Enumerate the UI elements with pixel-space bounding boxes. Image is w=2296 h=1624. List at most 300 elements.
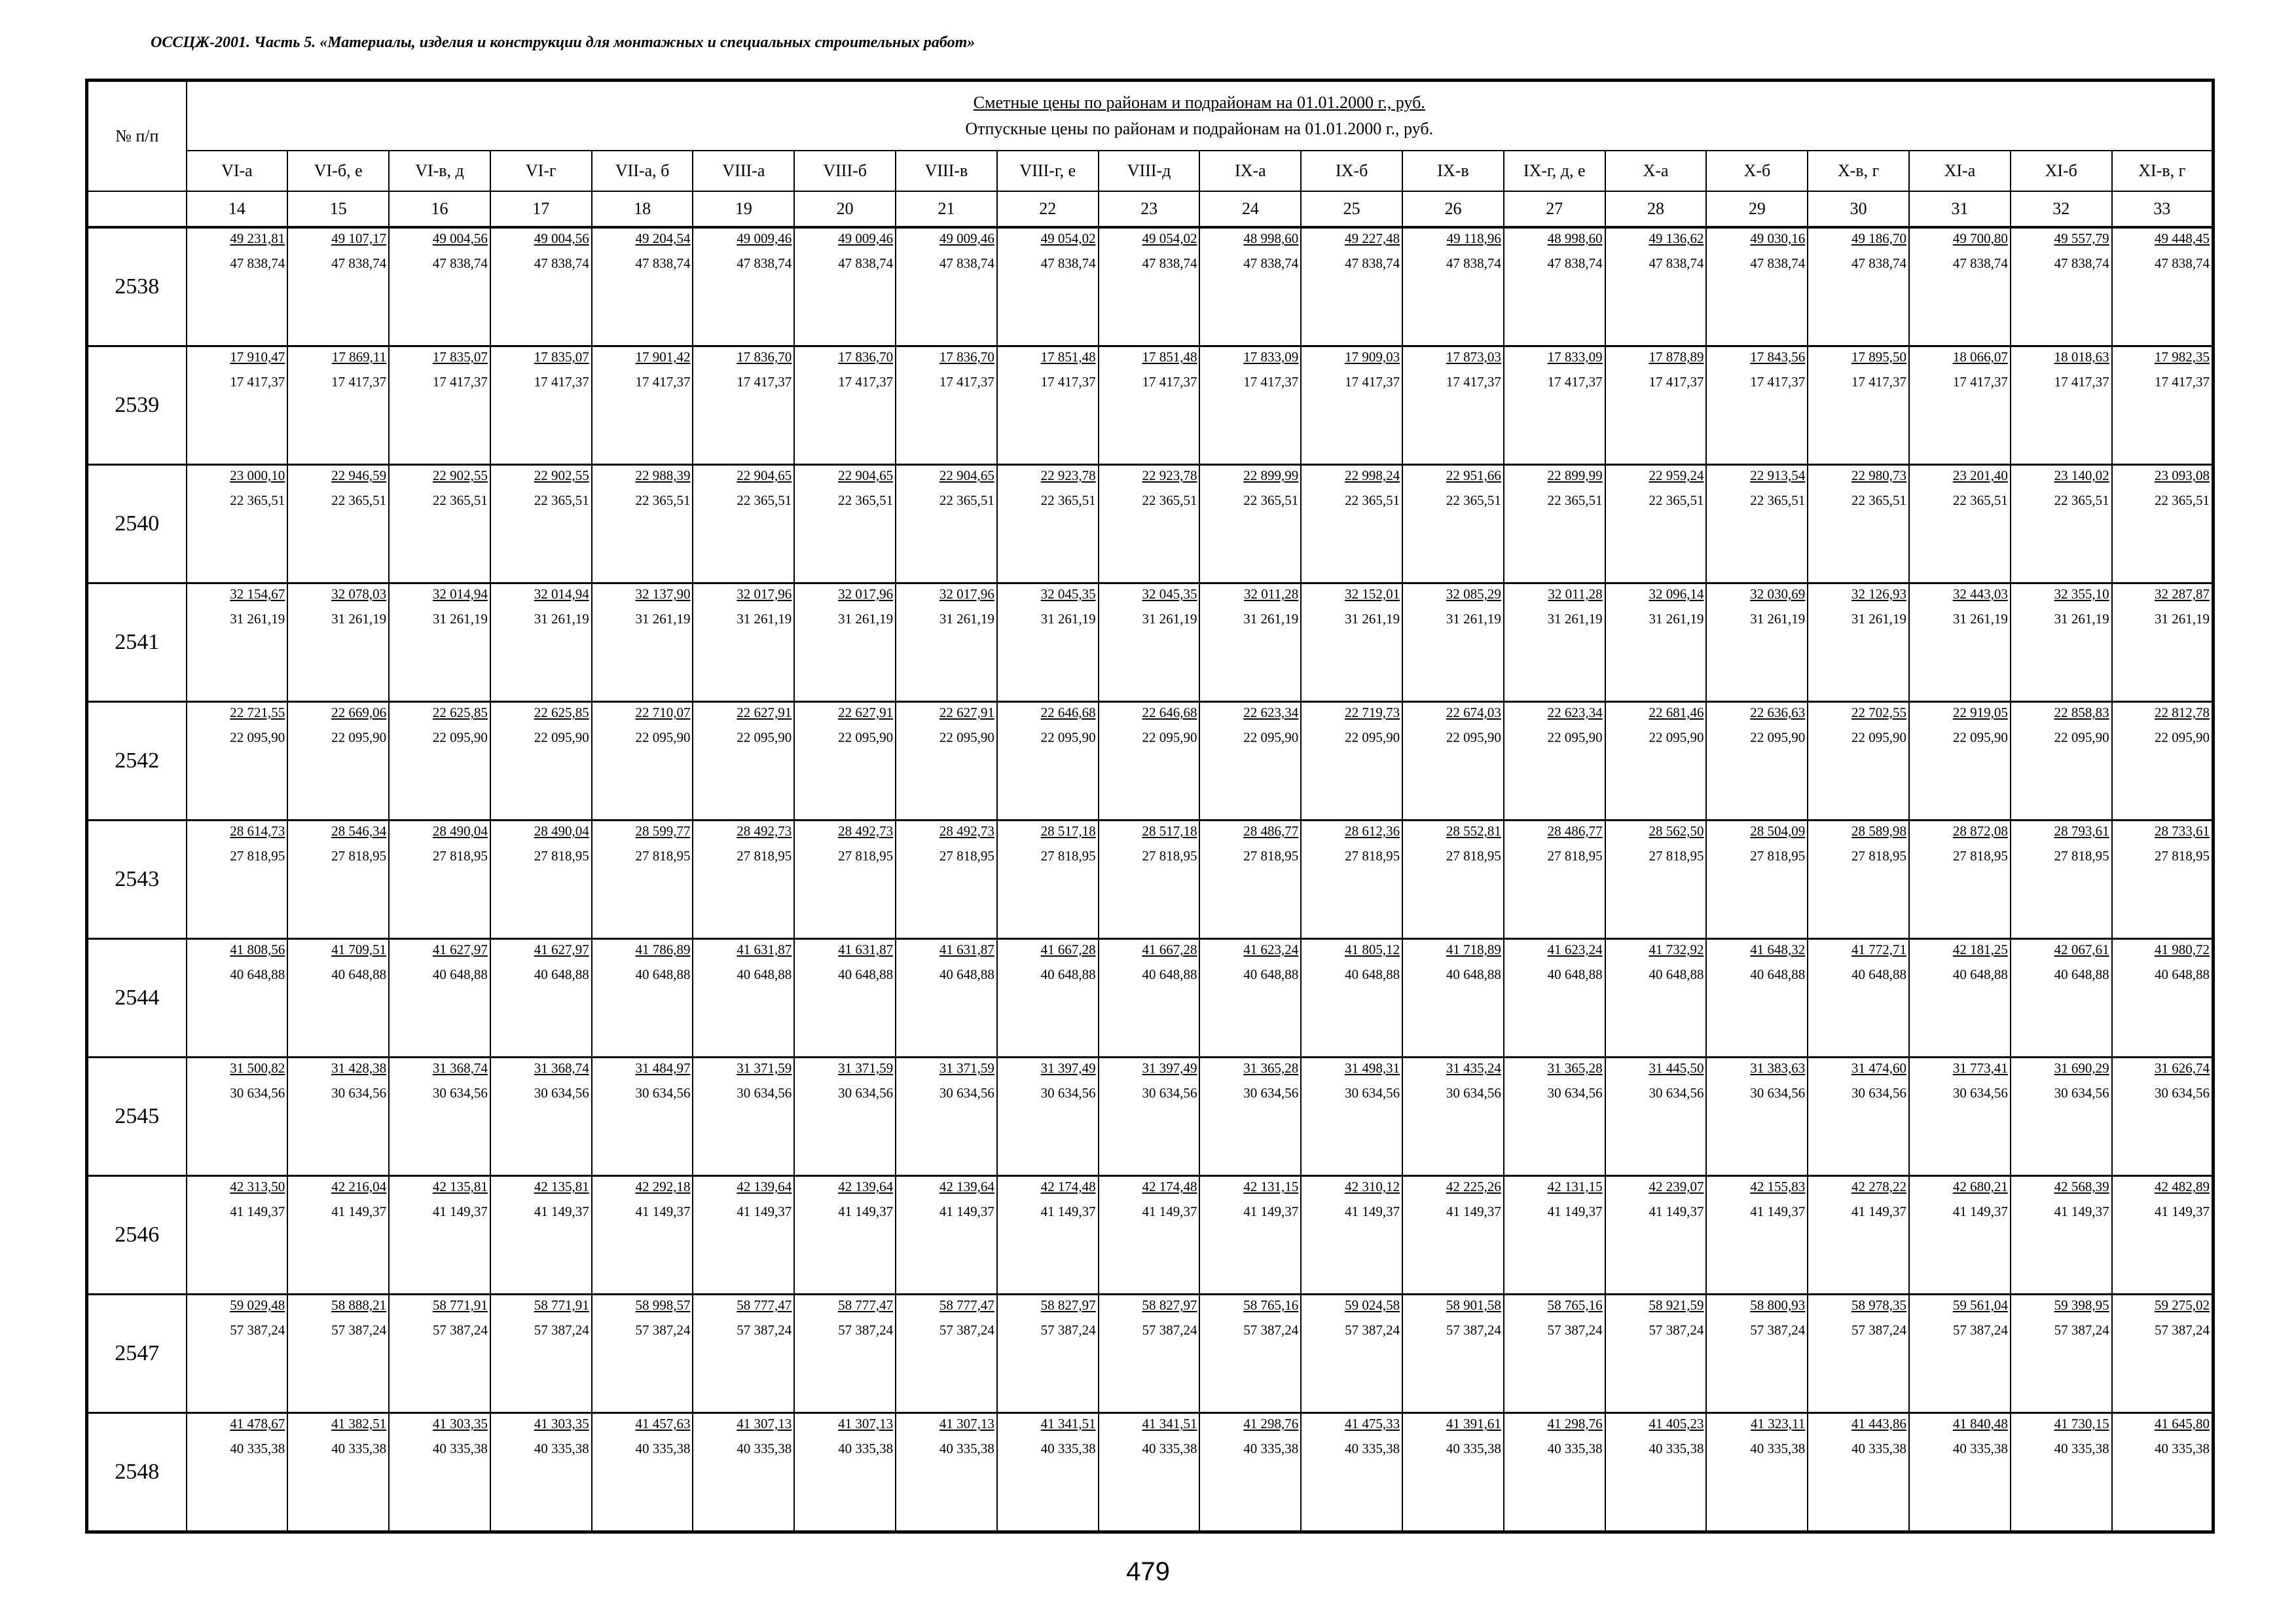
region-header: VI-г <box>490 151 592 191</box>
estimated-price: 31 383,63 <box>1750 1060 1806 1076</box>
release-price: 40 335,38 <box>432 1441 488 1456</box>
price-cell <box>1301 821 1402 939</box>
estimated-price: 17 843,56 <box>1750 349 1806 365</box>
estimated-price: 41 645,80 <box>2154 1416 2210 1431</box>
estimated-price: 32 126,93 <box>1851 586 1907 602</box>
estimated-price: 31 365,28 <box>1547 1060 1603 1076</box>
release-price: 47 838,74 <box>432 255 488 271</box>
estimated-price: 17 851,48 <box>1142 349 1197 365</box>
release-price: 22 095,90 <box>331 729 387 745</box>
release-price: 57 387,24 <box>1345 1322 1400 1338</box>
release-price: 47 838,74 <box>2054 255 2109 271</box>
estimated-price: 58 771,91 <box>534 1297 589 1313</box>
price-cell <box>1199 346 1301 465</box>
estimated-price: 41 786,89 <box>635 942 691 957</box>
column-number: 27 <box>1504 191 1605 227</box>
release-price: 31 261,19 <box>1345 611 1400 627</box>
price-cell <box>1909 227 2011 346</box>
estimated-price: 49 054,02 <box>1040 231 1096 246</box>
estimated-price: 41 303,35 <box>432 1416 488 1431</box>
estimated-price: 28 562,50 <box>1649 823 1704 839</box>
price-cell <box>1706 1413 1808 1532</box>
estimated-price: 32 096,14 <box>1649 586 1704 602</box>
release-price: 27 818,95 <box>534 848 589 864</box>
estimated-price: 28 793,61 <box>2054 823 2109 839</box>
estimated-price: 41 772,71 <box>1851 942 1907 957</box>
estimated-price: 28 872,08 <box>1952 823 2008 839</box>
estimated-price: 41 323,11 <box>1751 1416 1806 1431</box>
column-number-row <box>87 191 2214 227</box>
estimated-price: 17 851,48 <box>1040 349 1096 365</box>
price-cell <box>2011 1295 2112 1413</box>
release-price: 41 149,37 <box>1851 1204 1907 1219</box>
column-number: 31 <box>1909 191 2011 227</box>
estimated-price: 22 636,63 <box>1750 705 1806 720</box>
estimated-price: 49 009,46 <box>939 231 994 246</box>
price-cell <box>490 1058 592 1176</box>
price-cell <box>1199 939 1301 1058</box>
estimated-price: 31 690,29 <box>2054 1060 2109 1076</box>
column-number: 21 <box>896 191 997 227</box>
estimated-price: 32 011,28 <box>1548 586 1603 602</box>
price-cell <box>1199 1176 1301 1295</box>
estimated-price: 49 448,45 <box>2154 231 2210 246</box>
estimated-price: 31 474,60 <box>1851 1060 1907 1076</box>
price-cell <box>1504 939 1605 1058</box>
price-cell <box>1301 583 1402 702</box>
price-cell <box>490 1295 592 1413</box>
estimated-price: 28 589,98 <box>1851 823 1907 839</box>
estimated-price: 22 627,91 <box>737 705 792 720</box>
estimated-price: 22 623,34 <box>1243 705 1299 720</box>
price-cell <box>896 1176 997 1295</box>
release-price: 40 335,38 <box>1750 1441 1806 1456</box>
release-price: 22 365,51 <box>635 492 691 508</box>
estimated-price: 49 004,56 <box>432 231 488 246</box>
price-cell <box>1909 1413 2011 1532</box>
release-price: 57 387,24 <box>1446 1322 1501 1338</box>
release-price: 47 838,74 <box>1243 255 1299 271</box>
release-price: 40 335,38 <box>737 1441 792 1456</box>
estimated-price: 42 568,39 <box>2054 1179 2109 1194</box>
estimated-price: 42 292,18 <box>635 1179 691 1194</box>
estimated-price: 28 599,77 <box>635 823 691 839</box>
price-cell <box>1706 1295 1808 1413</box>
column-number: 16 <box>389 191 490 227</box>
estimated-price: 58 827,97 <box>1142 1297 1197 1313</box>
price-cell <box>794 1058 896 1176</box>
estimated-price: 58 777,47 <box>737 1297 792 1313</box>
estimated-price: 49 054,02 <box>1142 231 1197 246</box>
release-price: 17 417,37 <box>331 374 387 390</box>
estimated-price: 28 492,73 <box>939 823 994 839</box>
estimated-price: 28 490,04 <box>432 823 488 839</box>
release-price: 17 417,37 <box>2054 374 2109 390</box>
price-cell <box>1808 1295 1909 1413</box>
price-cell <box>2011 1176 2112 1295</box>
price-cell <box>1301 1413 1402 1532</box>
estimated-price: 41 341,51 <box>1142 1416 1197 1431</box>
table-row <box>87 465 2214 583</box>
estimated-price: 28 546,34 <box>331 823 387 839</box>
table-title <box>187 81 2214 151</box>
price-cell <box>1099 702 1200 821</box>
release-price: 31 261,19 <box>432 611 488 627</box>
price-cell <box>1706 583 1808 702</box>
release-prices-title: Отпускные цены по районам и подрайонам на 01.01.2000 г., руб. <box>965 119 1434 138</box>
release-price: 57 387,24 <box>1851 1322 1907 1338</box>
price-cell <box>794 465 896 583</box>
price-cell <box>1605 227 1707 346</box>
estimated-price: 41 667,28 <box>1040 942 1096 957</box>
estimated-price: 41 457,63 <box>635 1416 691 1431</box>
release-price: 22 095,90 <box>2154 729 2210 745</box>
release-price: 41 149,37 <box>1345 1204 1400 1219</box>
price-cell <box>1099 227 1200 346</box>
region-header: XI-а <box>1909 151 2011 191</box>
price-cell <box>1605 939 1707 1058</box>
release-price: 30 634,56 <box>1750 1085 1806 1101</box>
price-cell <box>896 346 997 465</box>
estimated-price: 28 486,77 <box>1547 823 1603 839</box>
release-price: 41 149,37 <box>432 1204 488 1219</box>
release-price: 47 838,74 <box>1446 255 1501 271</box>
estimated-price: 31 498,31 <box>1345 1060 1400 1076</box>
estimated-price: 32 045,35 <box>1040 586 1096 602</box>
release-price: 22 365,51 <box>1142 492 1197 508</box>
estimated-price: 18 066,07 <box>1952 349 2008 365</box>
price-cell <box>2011 1058 2112 1176</box>
release-price: 47 838,74 <box>1851 255 1907 271</box>
release-price: 41 149,37 <box>534 1204 589 1219</box>
release-price: 17 417,37 <box>1040 374 1096 390</box>
estimated-price: 41 307,13 <box>737 1416 792 1431</box>
release-price: 22 095,90 <box>1750 729 1806 745</box>
estimated-price: 22 702,55 <box>1851 705 1907 720</box>
estimated-price: 31 500,82 <box>230 1060 285 1076</box>
table-row <box>87 1176 2214 1295</box>
release-price: 40 648,88 <box>2054 967 2109 982</box>
estimated-price: 42 131,15 <box>1243 1179 1299 1194</box>
price-cell <box>187 1295 288 1413</box>
price-cell <box>896 227 997 346</box>
release-price: 31 261,19 <box>1547 611 1603 627</box>
region-header: VIII-а <box>693 151 794 191</box>
region-header: X-а <box>1605 151 1707 191</box>
table-row <box>87 227 2214 346</box>
release-price: 22 365,51 <box>1345 492 1400 508</box>
price-cell <box>1199 465 1301 583</box>
release-price: 17 417,37 <box>230 374 285 390</box>
estimated-price: 42 135,81 <box>432 1179 488 1194</box>
estimated-price: 32 152,01 <box>1345 586 1400 602</box>
estimated-price: 17 833,09 <box>1243 349 1299 365</box>
estimated-price: 22 669,06 <box>331 705 387 720</box>
estimated-price: 41 732,92 <box>1649 942 1704 957</box>
estimated-price: 42 181,25 <box>1952 942 2008 957</box>
row-number: 2543 <box>87 821 187 939</box>
number-column-header: № п/п <box>87 81 187 192</box>
release-price: 17 417,37 <box>1142 374 1197 390</box>
estimated-price: 59 024,58 <box>1345 1297 1400 1313</box>
price-cell <box>1099 583 1200 702</box>
price-cell <box>693 583 794 702</box>
price-cell <box>389 821 490 939</box>
price-table-body <box>87 81 2214 1532</box>
release-price: 17 417,37 <box>1345 374 1400 390</box>
estimated-price: 32 355,10 <box>2054 586 2109 602</box>
estimated-price: 22 904,65 <box>737 468 792 483</box>
release-price: 27 818,95 <box>838 848 894 864</box>
release-price: 47 838,74 <box>2154 255 2210 271</box>
price-cell <box>794 821 896 939</box>
release-price: 57 387,24 <box>1243 1322 1299 1338</box>
release-price: 41 149,37 <box>2154 1204 2210 1219</box>
release-price: 40 648,88 <box>635 967 691 982</box>
price-cell <box>592 1058 693 1176</box>
release-price: 17 417,37 <box>737 374 792 390</box>
estimated-price: 22 899,99 <box>1547 468 1603 483</box>
estimated-price: 32 017,96 <box>838 586 894 602</box>
price-cell <box>1909 702 2011 821</box>
price-cell <box>1605 465 1707 583</box>
price-cell <box>693 465 794 583</box>
estimated-price: 31 368,74 <box>432 1060 488 1076</box>
release-price: 30 634,56 <box>331 1085 387 1101</box>
estimated-price: 31 397,49 <box>1040 1060 1096 1076</box>
row-number: 2542 <box>87 702 187 821</box>
estimated-price: 41 298,76 <box>1547 1416 1603 1431</box>
release-price: 57 387,24 <box>1547 1322 1603 1338</box>
release-price: 27 818,95 <box>1040 848 1096 864</box>
estimated-price: 32 443,03 <box>1952 586 2008 602</box>
price-cell <box>997 1058 1099 1176</box>
price-cell <box>1706 227 1808 346</box>
price-cell <box>794 227 896 346</box>
estimated-price: 22 919,05 <box>1952 705 2008 720</box>
price-cell <box>490 821 592 939</box>
release-price: 30 634,56 <box>1243 1085 1299 1101</box>
estimated-price: 59 029,48 <box>230 1297 285 1313</box>
estimated-price: 41 631,87 <box>737 942 792 957</box>
price-cell <box>2011 465 2112 583</box>
release-price: 57 387,24 <box>2154 1322 2210 1338</box>
price-cell <box>1504 583 1605 702</box>
price-cell <box>592 702 693 821</box>
release-price: 27 818,95 <box>432 848 488 864</box>
price-cell <box>1402 346 1504 465</box>
release-price: 40 648,88 <box>432 967 488 982</box>
release-price: 47 838,74 <box>331 255 387 271</box>
estimated-price: 28 490,04 <box>534 823 589 839</box>
price-cell <box>389 227 490 346</box>
release-price: 40 648,88 <box>1750 967 1806 982</box>
price-cell <box>693 821 794 939</box>
release-price: 41 149,37 <box>230 1204 285 1219</box>
release-price: 47 838,74 <box>1750 255 1806 271</box>
release-price: 41 149,37 <box>1649 1204 1704 1219</box>
estimated-price: 22 902,55 <box>534 468 589 483</box>
estimated-price: 42 680,21 <box>1952 1179 2008 1194</box>
price-cell <box>389 1176 490 1295</box>
price-cell <box>997 346 1099 465</box>
estimated-price: 17 909,03 <box>1345 349 1400 365</box>
release-price: 41 149,37 <box>331 1204 387 1219</box>
estimated-price: 23 000,10 <box>230 468 285 483</box>
release-price: 17 417,37 <box>635 374 691 390</box>
price-cell <box>1808 821 1909 939</box>
release-price: 22 365,51 <box>331 492 387 508</box>
release-price: 22 095,90 <box>939 729 994 745</box>
estimated-price: 32 154,67 <box>230 586 285 602</box>
estimated-price: 42 313,50 <box>230 1179 285 1194</box>
release-price: 40 648,88 <box>1446 967 1501 982</box>
release-price: 27 818,95 <box>1649 848 1704 864</box>
release-price: 31 261,19 <box>1649 611 1704 627</box>
estimated-price: 41 631,87 <box>838 942 894 957</box>
release-price: 47 838,74 <box>838 255 894 271</box>
table-row <box>87 702 2214 821</box>
release-price: 22 095,90 <box>1952 729 2008 745</box>
estimated-price: 22 899,99 <box>1243 468 1299 483</box>
price-cell <box>1402 1295 1504 1413</box>
release-price: 27 818,95 <box>1547 848 1603 864</box>
estimated-price: 31 773,41 <box>1952 1060 2008 1076</box>
region-header: IX-б <box>1301 151 1402 191</box>
price-cell <box>997 227 1099 346</box>
estimated-price: 17 836,70 <box>939 349 994 365</box>
release-price: 30 634,56 <box>432 1085 488 1101</box>
estimated-price: 28 612,36 <box>1345 823 1400 839</box>
release-price: 31 261,19 <box>331 611 387 627</box>
estimated-price: 42 139,64 <box>737 1179 792 1194</box>
release-price: 57 387,24 <box>2054 1322 2109 1338</box>
table-row <box>87 1413 2214 1532</box>
running-title: ОССЦЖ-2001. Часть 5. «Материалы, изделия и конструкции для монтажных и специальных строительных работ» <box>151 34 975 51</box>
release-price: 30 634,56 <box>1446 1085 1501 1101</box>
price-cell <box>1099 1295 1200 1413</box>
estimated-price: 17 910,47 <box>230 349 285 365</box>
release-price: 30 634,56 <box>838 1085 894 1101</box>
price-cell <box>389 1058 490 1176</box>
price-cell <box>1706 346 1808 465</box>
column-number: 30 <box>1808 191 1909 227</box>
release-price: 30 634,56 <box>1345 1085 1400 1101</box>
estimated-price: 28 733,61 <box>2154 823 2210 839</box>
price-cell <box>592 227 693 346</box>
price-cell <box>997 702 1099 821</box>
price-cell <box>1301 346 1402 465</box>
release-price: 40 335,38 <box>1952 1441 2008 1456</box>
price-cell <box>1605 1413 1707 1532</box>
estimated-price: 22 681,46 <box>1649 705 1704 720</box>
price-cell <box>1808 227 1909 346</box>
release-price: 22 365,51 <box>1952 492 2008 508</box>
release-price: 27 818,95 <box>1243 848 1299 864</box>
price-cell <box>1301 939 1402 1058</box>
release-price: 40 648,88 <box>737 967 792 982</box>
release-price: 40 335,38 <box>230 1441 285 1456</box>
price-cell <box>1402 939 1504 1058</box>
region-header: VIII-д <box>1099 151 1200 191</box>
price-cell <box>794 583 896 702</box>
estimated-price: 28 486,77 <box>1243 823 1299 839</box>
estimated-price: 28 614,73 <box>230 823 285 839</box>
price-cell <box>187 939 288 1058</box>
release-price: 57 387,24 <box>331 1322 387 1338</box>
release-price: 31 261,19 <box>1040 611 1096 627</box>
estimated-price: 23 093,08 <box>2154 468 2210 483</box>
price-cell <box>2112 583 2214 702</box>
row-number: 2547 <box>87 1295 187 1413</box>
release-price: 40 648,88 <box>1649 967 1704 982</box>
price-cell <box>2112 1413 2214 1532</box>
row-number: 2538 <box>87 227 187 346</box>
column-number: 20 <box>794 191 896 227</box>
price-cell <box>896 821 997 939</box>
price-cell <box>1706 939 1808 1058</box>
estimated-price: 22 719,73 <box>1345 705 1400 720</box>
price-cell <box>1301 1058 1402 1176</box>
region-header: XI-б <box>2011 151 2112 191</box>
price-cell <box>693 702 794 821</box>
estimated-price: 22 998,24 <box>1345 468 1400 483</box>
release-price: 40 648,88 <box>1547 967 1603 982</box>
price-cell <box>1909 1176 2011 1295</box>
price-cell <box>187 227 288 346</box>
estimated-price: 22 902,55 <box>432 468 488 483</box>
price-cell <box>896 939 997 1058</box>
price-cell <box>592 821 693 939</box>
price-cell <box>794 939 896 1058</box>
estimated-price: 31 368,74 <box>534 1060 589 1076</box>
price-cell <box>2112 1176 2214 1295</box>
release-price: 30 634,56 <box>1547 1085 1603 1101</box>
estimated-price: 31 371,59 <box>838 1060 894 1076</box>
price-cell <box>287 227 389 346</box>
release-price: 22 095,90 <box>230 729 285 745</box>
release-price: 22 095,90 <box>1040 729 1096 745</box>
release-price: 30 634,56 <box>939 1085 994 1101</box>
release-price: 41 149,37 <box>635 1204 691 1219</box>
estimated-price: 17 895,50 <box>1851 349 1907 365</box>
price-cell <box>1504 702 1605 821</box>
release-price: 40 648,88 <box>939 967 994 982</box>
estimated-price: 58 771,91 <box>432 1297 488 1313</box>
price-cell <box>1909 939 2011 1058</box>
price-cell <box>794 1176 896 1295</box>
price-cell <box>2112 1058 2214 1176</box>
estimated-price: 31 428,38 <box>331 1060 387 1076</box>
estimated-price: 41 391,61 <box>1446 1416 1501 1431</box>
release-price: 41 149,37 <box>1750 1204 1806 1219</box>
region-header: X-в, г <box>1808 151 1909 191</box>
estimated-price: 31 445,50 <box>1649 1060 1704 1076</box>
estimated-price: 41 667,28 <box>1142 942 1197 957</box>
price-cell <box>1909 346 2011 465</box>
price-cell <box>1504 821 1605 939</box>
estimated-price: 59 561,04 <box>1952 1297 2008 1313</box>
release-price: 40 335,38 <box>1345 1441 1400 1456</box>
price-cell <box>1301 1176 1402 1295</box>
release-price: 22 365,51 <box>534 492 589 508</box>
price-cell <box>693 939 794 1058</box>
release-price: 41 149,37 <box>1040 1204 1096 1219</box>
release-price: 22 095,90 <box>1243 729 1299 745</box>
release-price: 22 365,51 <box>432 492 488 508</box>
price-cell <box>1909 821 2011 939</box>
release-price: 40 335,38 <box>1040 1441 1096 1456</box>
